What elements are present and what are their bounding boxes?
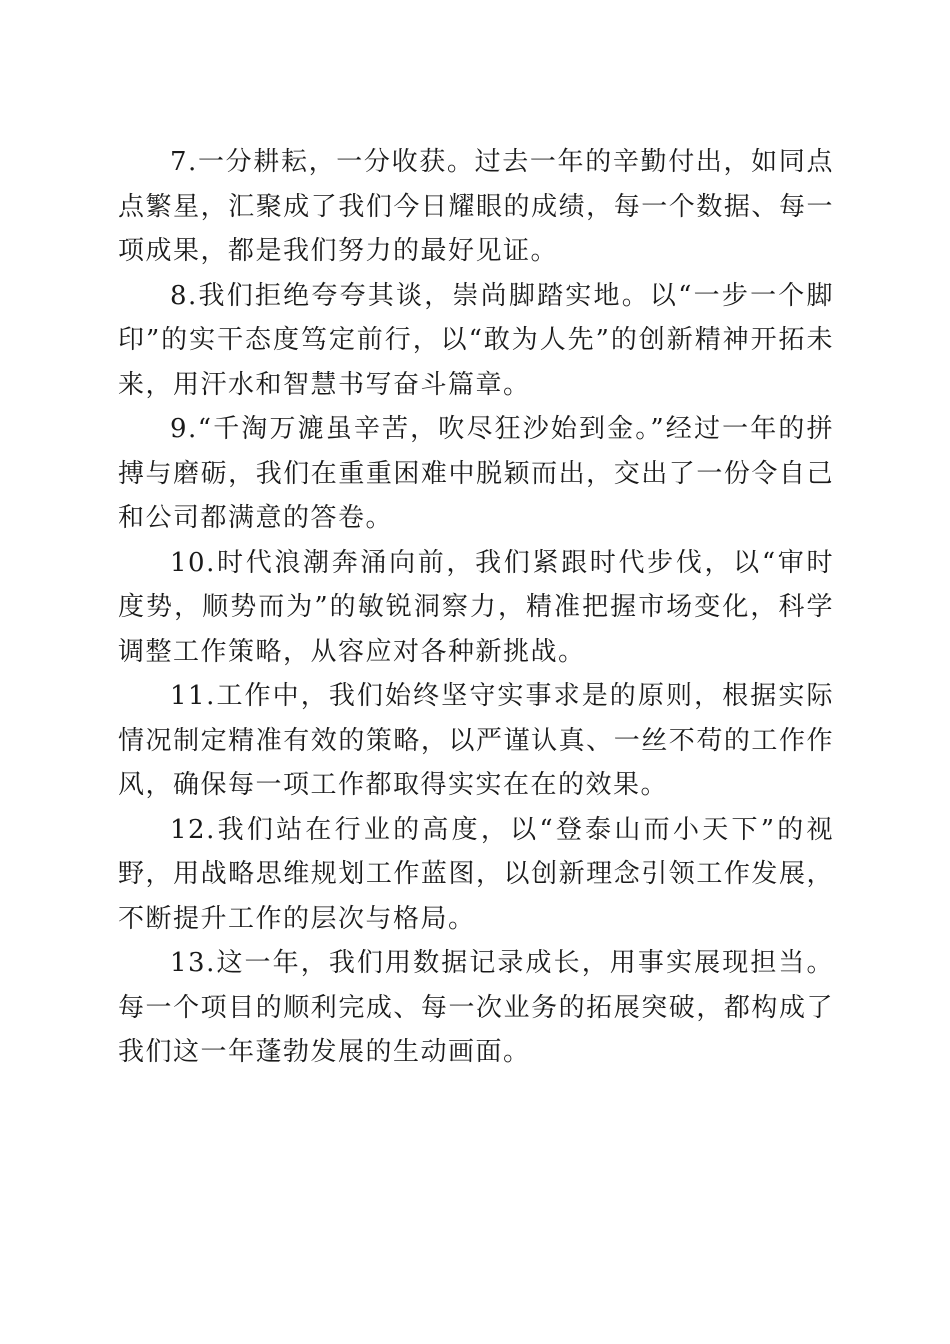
- paragraph-11: 11.工作中，我们始终坚守实事求是的原则，根据实际情况制定精准有效的策略，以严谨认真、一丝不苟的工作作风，确保每一项工作都取得实实在在的效果。: [118, 681, 834, 800]
- paragraph-7: 7.一分耕耘，一分收获。过去一年的辛勤付出，如同点点繁星，汇聚成了我们今日耀眼的成绩，每一个数据、每一项成果，都是我们努力的最好见证。: [118, 147, 834, 266]
- paragraph-10: 10.时代浪潮奔涌向前，我们紧跟时代步伐，以“审时度势，顺势而为”的敏锐洞察力，精准把握市场变化，科学调整工作策略，从容应对各种新挑战。: [118, 547, 834, 667]
- document-body: [118, 140, 834, 1075]
- paragraph-12: 12.我们站在行业的高度，以“登泰山而小天下”的视野，用战略思维规划工作蓝图，以创新理念引领工作发展，不断提升工作的层次与格局。: [118, 814, 834, 934]
- paragraph-13: 13.这一年，我们用数据记录成长，用事实展现担当。每一个项目的顺利完成、每一次业务的拓展突破，都构成了我们这一年蓬勃发展的生动画面。: [118, 948, 834, 1067]
- paragraph-9: 9.“千淘万漉虽辛苦，吹尽狂沙始到金。”经过一年的拼搏与磨砺，我们在重重困难中脱颖而出，交出了一份令自己和公司都满意的答卷。: [118, 414, 834, 533]
- paragraph-8: 8.我们拒绝夸夸其谈，崇尚脚踏实地。以“一步一个脚印”的实干态度笃定前行，以“敢为人先”的创新精神开拓未来，用汗水和智慧书写奋斗篇章。: [118, 280, 834, 400]
